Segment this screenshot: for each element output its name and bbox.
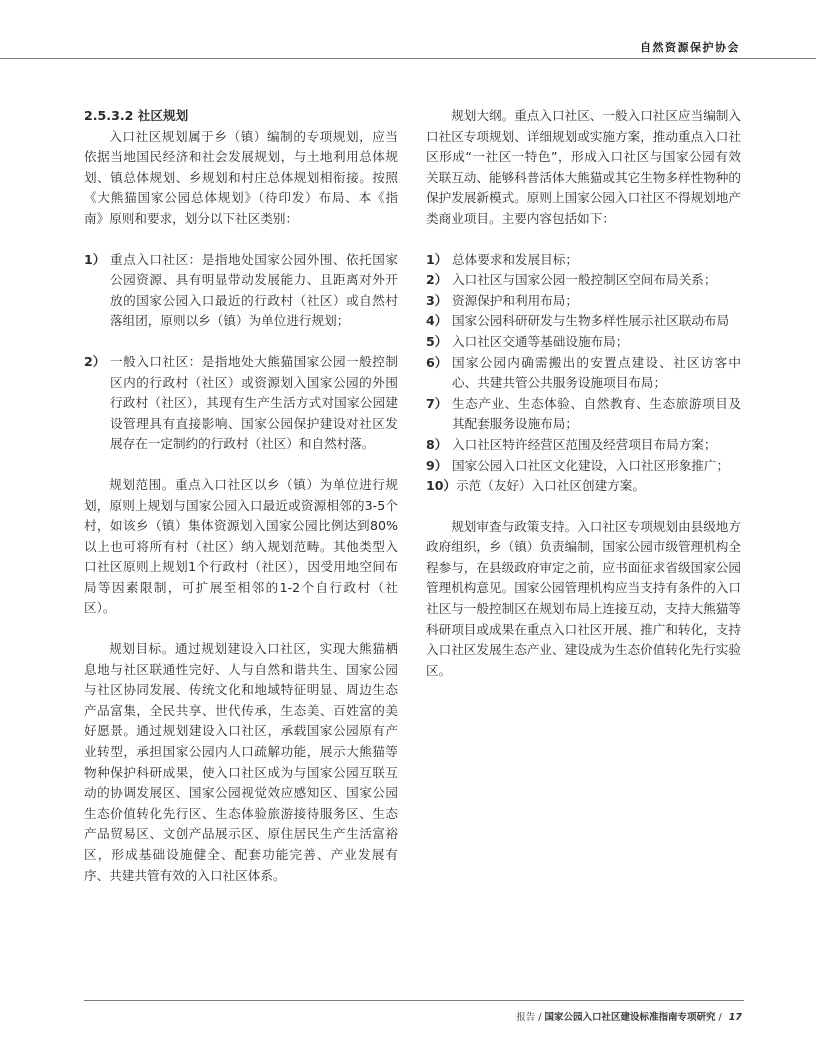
header-divider (0, 58, 816, 59)
page-footer (516, 1009, 742, 1023)
item-number: 7） (426, 395, 448, 411)
footer-separator: / (715, 1012, 725, 1023)
item-text: 一般入口社区：是指地处大熊猫国家公园一般控制区内的行政村（社区）或资源划入国家公园的外围行政村（社区），其现有生产生活方式对国家公园建设管理具有直接影响、国家公园保护建设对社区发展存在一定制约的行政村（社区）和自然村落。 (110, 353, 398, 452)
scope-paragraph: 规划范围。重点入口社区以乡（镇）为单位进行规划，原则上规划与国家公园入口最近或资源相邻的3-5个村，如该乡（镇）集体资源划入国家公园比例达到80%以上也可将所有村（社区）纳入规划范畴。其他类型入口社区原则上规划1个行政村（社区），因受用地空间布局等因素限制，可扩展至相邻的1-2个自行政村（社区）。 (84, 476, 398, 616)
list-item (426, 270, 741, 291)
list-item (426, 435, 741, 456)
list-item (426, 456, 741, 477)
footer-title: 国家公园入口社区建设标准指南专项研究 (544, 1012, 716, 1023)
outline-paragraph: 规划大纲。重点入口社区、一般入口社区应当编制入口社区专项规划、详细规划或实施方案，推动重点入口社区形成“一社区一特色”，形成入口社区与国家公园有效关联互动、能够科普活体大熊猫或其它生物多样性物种的保护发展新模式。原则上国家公园入口社区不得规划地产类商业项目。主要内容包括如下： (426, 108, 741, 226)
list-item (426, 291, 741, 312)
list-item (426, 476, 741, 497)
list-item (426, 332, 741, 353)
list-item (426, 311, 741, 332)
page-number: 17 (728, 1012, 742, 1023)
item-number: 9） (426, 457, 448, 473)
section-heading: 2.5.3.2 社区规划 (84, 108, 189, 123)
item-number: 1） (84, 251, 106, 267)
item-text: 总体要求和发展目标； (452, 251, 578, 267)
item-text: 重点入口社区：是指地处国家公园外围、依托国家公园资源、具有明显带动发展能力、且距离对外开放的国家公园入口最近的行政村（社区）或自然村落组团，原则以乡（镇）为单位进行规划； (110, 251, 398, 329)
item-number: 5） (426, 333, 448, 349)
item-number: 4） (426, 313, 448, 329)
footer-prefix: 报告 / (516, 1012, 545, 1023)
list-item (426, 394, 741, 435)
item-number: 8） (426, 436, 448, 452)
item-text: 国家公园科研研发与生物多样性展示社区联动布局 (452, 313, 730, 329)
right-column (426, 106, 741, 681)
item-text: 入口社区特许经营区范围及经营项目布局方案； (452, 436, 717, 452)
list-item (84, 352, 398, 455)
list-item (426, 353, 741, 394)
item-text: 生态产业、生态体验、自然教育、生态旅游项目及其配套服务设施布局； (452, 395, 741, 432)
item-number: 1） (426, 251, 448, 267)
footer-divider (84, 1000, 744, 1001)
organization-name: 自然资源保护协会 (640, 41, 740, 54)
goal-paragraph: 规划目标。通过规划建设入口社区，实现大熊猫栖息地与社区联通性完好、人与自然和谐共生、国家公园与社区协同发展、传统文化和地域特征明显、周边生态产品富集，全民共享、世代传承，生态美、百姓富的美好愿景。通过规划建设入口社区，承载国家公园原有产业转型，承担国家公园内人口疏解功能，展示大熊猫等物种保护科研成果，使入口社区成为与国家公园互联互动的协调发展区、国家公园视觉效应感知区、国家公园生态价值转化先行区、生态体验旅游接待服务区、生态产品贸易区、文创产品展示区、原住居民生产生活富裕区，形成基础设施健全、配套功能完善、产业发展有序、共建共管有效的入口社区体系。 (84, 641, 398, 883)
item-text: 资源保护和利用布局； (452, 292, 578, 308)
item-text: 示范（友好）入口社区创建方案。 (456, 478, 645, 494)
list-item (426, 250, 741, 271)
item-number: 3） (426, 292, 448, 308)
item-number: 2） (426, 272, 448, 288)
item-text: 国家公园入口社区文化建设，入口社区形象推广； (452, 457, 730, 473)
item-text: 入口社区交通等基础设施布局； (452, 333, 629, 349)
item-text: 入口社区与国家公园一般控制区空间布局关系； (452, 272, 717, 288)
review-paragraph: 规划审查与政策支持。入口社区专项规划由县级地方政府组织，乡（镇）负责编制，国家公园市级管理机构全程参与，在县级政府审定之前，应书面征求省级国家公园管理机构意见。国家公园管理机构应当支持有条件的入口社区与一般控制区在规划布局上连接互动，支持大熊猫等科研项目或成果在重点入口社区开展、推广和转化，支持入口社区发展生态产业、建设成为生态价值转化先行实验区。 (426, 518, 741, 678)
item-number: 2） (84, 353, 106, 369)
left-column (84, 106, 398, 886)
list-item (84, 250, 398, 332)
intro-paragraph: 入口社区规划属于乡（镇）编制的专项规划，应当依据当地国民经济和社会发展规划，与土地利用总体规划、镇总体规划、乡规划和村庄总体规划相衔接。按照《大熊猫国家公园总体规划》（待印发）布局、本《指南》原则和要求，划分以下社区类别： (84, 128, 398, 226)
item-number: 10） (426, 478, 457, 494)
item-text: 国家公园内确需搬出的安置点建设、社区访客中心、共建共管公共服务设施项目布局； (452, 354, 741, 391)
item-number: 6） (426, 354, 448, 370)
